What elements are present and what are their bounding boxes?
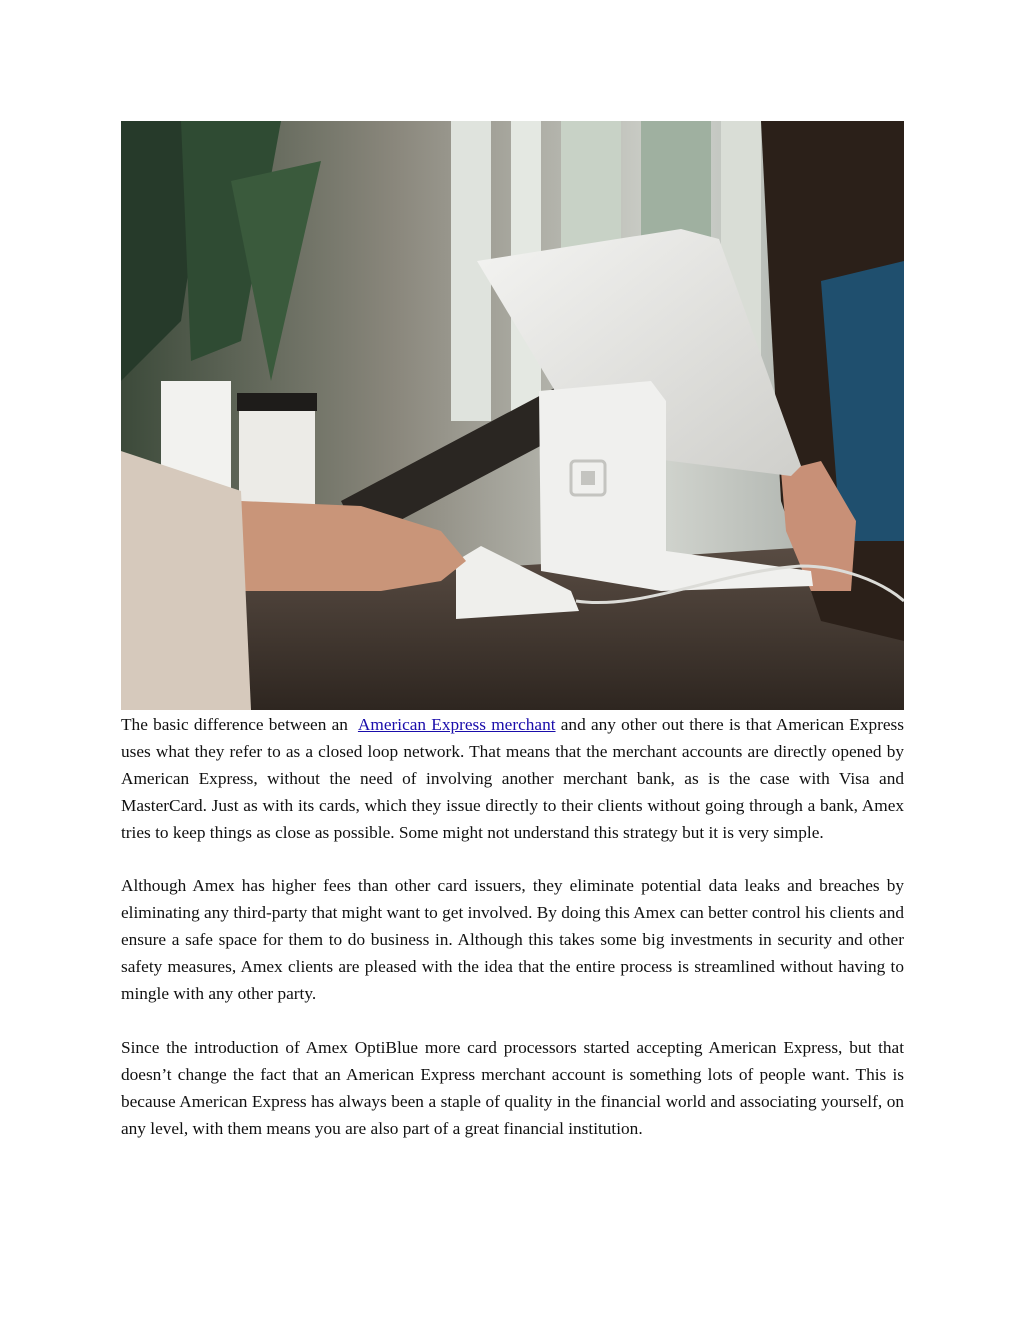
- paragraph-1-body: and any other out there is that American Express uses what they refer to as a closed loop network. That means that the merchant accounts are directly opened by American Express, without the need of involving another merchant bank, as is the case with Visa and MasterCard. Just as with its cards, which they issue directly to their clients without going through a bank, Amex tries to keep things as close as possible. Some might not understand this strategy but it is very simple.: [121, 715, 904, 842]
- article-text: [121, 712, 904, 1169]
- payment-terminal-photo: [121, 121, 904, 710]
- paragraph-2: Although Amex has higher fees than other card issuers, they eliminate potential data leaks and breaches by eliminating any third-party that might want to get involved. By doing this Amex can better control his clients and ensure a safe space for them to do business in. Although this takes some big investments in security and other safety measures, Amex clients are pleased with the idea that the entire process is streamlined without having to mingle with any other party.: [121, 876, 904, 1004]
- paragraph-3: Since the introduction of Amex OptiBlue more card processors started accepting American Express, but that doesn’t change the fact that an American Express merchant account is something lots of people want. This is because American Express has always been a staple of quality in the financial world and associating yourself, on any level, with them means you are also part of a great financial institution.: [121, 1037, 904, 1138]
- photo-illustration: [121, 121, 904, 710]
- paragraph-1: [121, 712, 904, 847]
- paragraph-1-intro: The basic difference between an: [121, 715, 348, 734]
- american-express-merchant-link[interactable]: American Express merchant: [357, 715, 556, 734]
